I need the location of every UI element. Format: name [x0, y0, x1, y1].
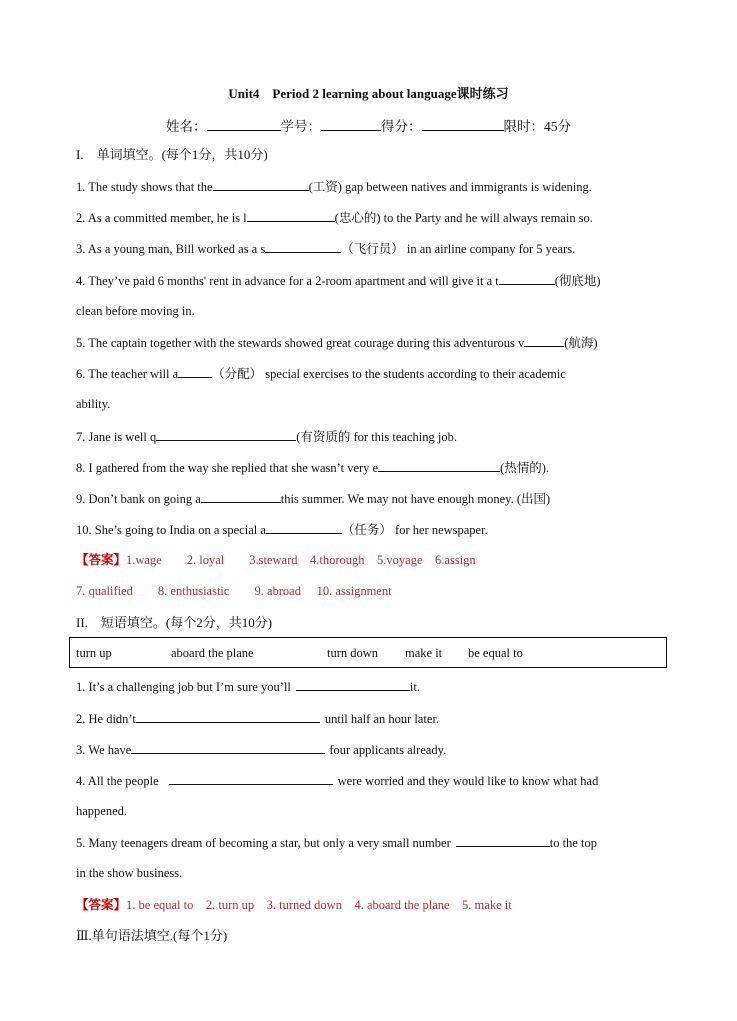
- answer-blank[interactable]: [156, 428, 296, 441]
- answer-blank[interactable]: [169, 772, 333, 785]
- answer-blank[interactable]: [524, 334, 564, 347]
- question-1-8: 8. I gathered from the way she replied that she wasn’t very e (热情的).: [76, 461, 550, 475]
- phrase-item: turn up: [76, 646, 112, 660]
- name-label: 姓名：: [166, 119, 207, 134]
- answer-blank[interactable]: [265, 240, 341, 253]
- question-2-5-continued: in the show business.: [76, 866, 183, 880]
- question-1-6: 6. The teacher will a （分配） special exercises to the students according to their academic: [76, 367, 566, 381]
- phrase-bank-box: [69, 637, 667, 668]
- answer-blank[interactable]: [456, 834, 550, 847]
- name-blank[interactable]: [207, 118, 281, 131]
- phrase-item: turn down: [327, 646, 379, 660]
- question-1-9: 9. Don’t bank on going a this summer. We may not have enough money. (出国): [76, 492, 551, 506]
- section1-heading: I. 单词填空。(每个1分，共10分): [76, 147, 268, 162]
- question-2-4: 4. All the people were worried and they would like to know what had: [76, 774, 599, 788]
- section1-answers-continued: 7. qualified 8. enthusiastic 9. abroad 10. assignment: [76, 584, 392, 598]
- answer-blank[interactable]: [378, 459, 500, 472]
- time-label: 限时：45分: [503, 119, 571, 134]
- question-1-10: 10. She’s going to India on a special a （任务） for her newspaper.: [76, 523, 488, 537]
- id-label: 学号：: [280, 119, 321, 134]
- answer-blank[interactable]: [213, 178, 309, 191]
- question-1-4: 4. They’ve paid 6 months' rent in advance for a 2-room apartment and will give it a t (彻底地): [76, 274, 601, 288]
- section2-answers: 【答案】1. be equal to 2. turn up 3. turned down 4. aboard the plane 5. make it: [76, 898, 512, 912]
- question-1-5: 5. The captain together with the stewards showed great courage during this adventurous v (航海): [76, 336, 598, 350]
- score-label: 得分：: [381, 119, 422, 134]
- section3-heading: Ⅲ.单句语法填空.(每个1分): [76, 928, 228, 943]
- question-1-2: 2. As a committed member, he is l (忠心的) to the Party and he will always remain so.: [76, 211, 593, 225]
- section2-heading: II. 短语填空。(每个2分，共10分): [76, 615, 273, 630]
- answer-blank[interactable]: [499, 272, 555, 285]
- question-2-1: 1. It’s a challenging job but I’m sure you’ll it.: [76, 680, 420, 694]
- question-1-3: 3. As a young man, Bill worked as a s （飞行员） in an airline company for 5 years.: [76, 242, 576, 256]
- answer-blank[interactable]: [136, 710, 320, 723]
- section1-answers: 【答案】1.wage 2. loyal 3.steward 4.thorough 5.voyage 6.assign: [76, 553, 476, 567]
- answer-blank[interactable]: [266, 521, 342, 534]
- question-1-6-continued: ability.: [76, 397, 111, 411]
- answer-tag: 【答案】: [76, 553, 127, 567]
- question-1-4-continued: clean before moving in.: [76, 304, 195, 318]
- phrase-item: be equal to: [468, 646, 523, 660]
- answer-blank[interactable]: [247, 209, 335, 222]
- phrase-item: aboard the plane: [171, 646, 254, 660]
- question-1-7: 7. Jane is well q (有资质的 for this teaching job.: [76, 430, 457, 444]
- phrase-item: make it: [405, 646, 443, 660]
- question-2-4-continued: happened.: [76, 804, 128, 818]
- question-2-5: 5. Many teenagers dream of becoming a star, but only a very small number to the top: [76, 836, 597, 850]
- answer-blank[interactable]: [178, 365, 212, 378]
- page-title: Unit4 Period 2 learning about language课时练习: [228, 86, 509, 101]
- score-blank[interactable]: [422, 118, 504, 131]
- answer-blank[interactable]: [296, 678, 410, 691]
- id-blank[interactable]: [321, 118, 381, 131]
- answer-blank[interactable]: [201, 490, 281, 503]
- answer-tag: 【答案】: [76, 898, 127, 912]
- student-info-line: [0, 115, 737, 135]
- question-2-2: 2. He didn’t until half an hour later.: [76, 712, 440, 726]
- answer-blank[interactable]: [131, 741, 325, 754]
- question-2-3: 3. We have four applicants already.: [76, 743, 447, 757]
- question-1-1: 1. The study shows that the (工资) gap between natives and immigrants is widening.: [76, 180, 592, 194]
